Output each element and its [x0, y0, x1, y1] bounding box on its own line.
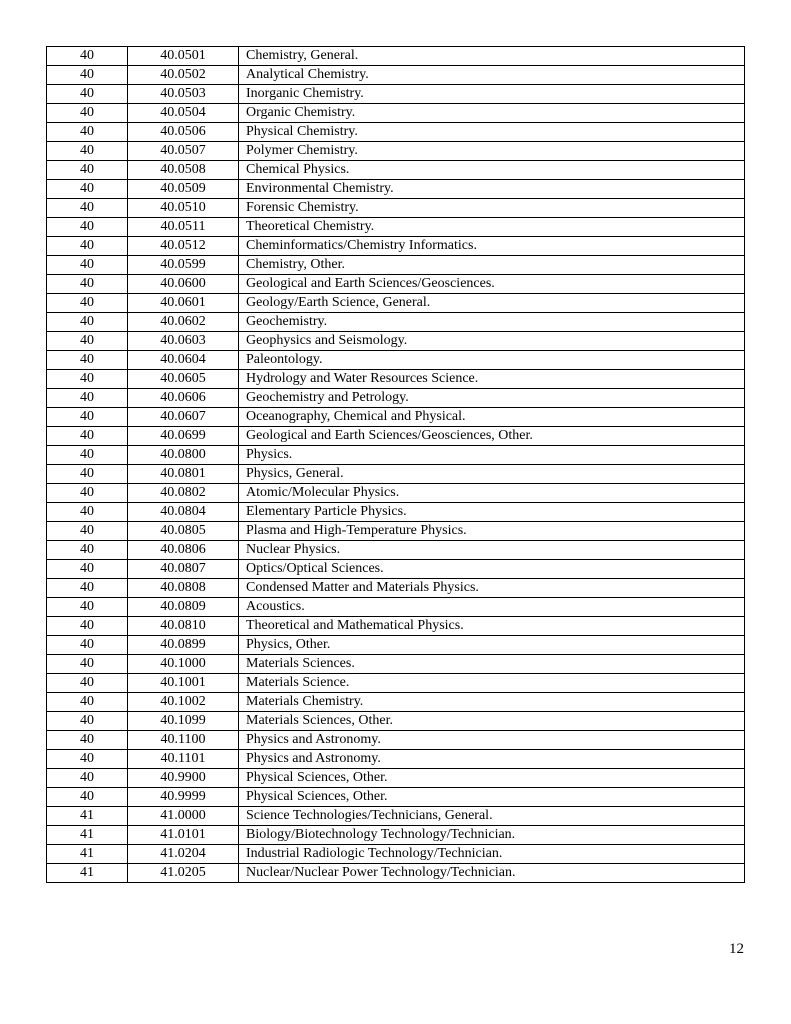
- series-cell: 40: [47, 579, 128, 598]
- code-cell: 40.0806: [128, 541, 239, 560]
- series-cell: 40: [47, 427, 128, 446]
- table-row: [47, 66, 745, 85]
- code-cell: 40.0605: [128, 370, 239, 389]
- title-cell: Elementary Particle Physics.: [239, 503, 745, 522]
- title-cell: Industrial Radiologic Technology/Technician.: [239, 845, 745, 864]
- title-cell: Materials Sciences.: [239, 655, 745, 674]
- code-cell: 40.0512: [128, 237, 239, 256]
- code-cell: 40.0809: [128, 598, 239, 617]
- table-row: [47, 560, 745, 579]
- series-cell: 40: [47, 503, 128, 522]
- title-cell: Forensic Chemistry.: [239, 199, 745, 218]
- title-cell: Materials Sciences, Other.: [239, 712, 745, 731]
- table-row: [47, 712, 745, 731]
- code-cell: 40.0599: [128, 256, 239, 275]
- table-row: [47, 408, 745, 427]
- table-row: [47, 199, 745, 218]
- table-row: [47, 864, 745, 883]
- code-cell: 41.0205: [128, 864, 239, 883]
- code-cell: 40.0502: [128, 66, 239, 85]
- table-row: [47, 427, 745, 446]
- title-cell: Chemical Physics.: [239, 161, 745, 180]
- table-row: [47, 370, 745, 389]
- title-cell: Physics and Astronomy.: [239, 731, 745, 750]
- table-row: [47, 579, 745, 598]
- code-cell: 40.0805: [128, 522, 239, 541]
- table-row: [47, 750, 745, 769]
- table-row: [47, 351, 745, 370]
- table-row: [47, 294, 745, 313]
- series-cell: 40: [47, 484, 128, 503]
- title-cell: Plasma and High-Temperature Physics.: [239, 522, 745, 541]
- code-cell: 40.0602: [128, 313, 239, 332]
- title-cell: Geochemistry and Petrology.: [239, 389, 745, 408]
- title-cell: Inorganic Chemistry.: [239, 85, 745, 104]
- table-row: [47, 256, 745, 275]
- table-row: [47, 674, 745, 693]
- table-row: [47, 769, 745, 788]
- series-cell: 40: [47, 674, 128, 693]
- table-row: [47, 484, 745, 503]
- table-row: [47, 161, 745, 180]
- table-row: [47, 218, 745, 237]
- table-row: [47, 123, 745, 142]
- series-cell: 41: [47, 807, 128, 826]
- code-cell: 40.0800: [128, 446, 239, 465]
- code-cell: 40.0606: [128, 389, 239, 408]
- code-cell: 40.0804: [128, 503, 239, 522]
- title-cell: Physics.: [239, 446, 745, 465]
- title-cell: Geophysics and Seismology.: [239, 332, 745, 351]
- table-row: [47, 275, 745, 294]
- series-cell: 40: [47, 408, 128, 427]
- code-cell: 40.0503: [128, 85, 239, 104]
- code-cell: 40.0802: [128, 484, 239, 503]
- title-cell: Organic Chemistry.: [239, 104, 745, 123]
- program-code-table-body: [47, 47, 745, 883]
- table-row: [47, 180, 745, 199]
- table-row: [47, 598, 745, 617]
- code-cell: 40.9900: [128, 769, 239, 788]
- code-cell: 40.0899: [128, 636, 239, 655]
- title-cell: Optics/Optical Sciences.: [239, 560, 745, 579]
- title-cell: Biology/Biotechnology Technology/Technician.: [239, 826, 745, 845]
- code-cell: 40.0808: [128, 579, 239, 598]
- code-cell: 41.0204: [128, 845, 239, 864]
- code-cell: 40.0600: [128, 275, 239, 294]
- code-cell: 40.9999: [128, 788, 239, 807]
- code-cell: 40.1001: [128, 674, 239, 693]
- table-row: [47, 693, 745, 712]
- title-cell: Physical Sciences, Other.: [239, 788, 745, 807]
- series-cell: 40: [47, 199, 128, 218]
- title-cell: Condensed Matter and Materials Physics.: [239, 579, 745, 598]
- table-row: [47, 389, 745, 408]
- table-row: [47, 655, 745, 674]
- series-cell: 40: [47, 598, 128, 617]
- series-cell: 40: [47, 351, 128, 370]
- title-cell: Geological and Earth Sciences/Geosciences.: [239, 275, 745, 294]
- series-cell: 40: [47, 161, 128, 180]
- series-cell: 40: [47, 218, 128, 237]
- table-row: [47, 503, 745, 522]
- series-cell: 40: [47, 104, 128, 123]
- code-cell: 40.0801: [128, 465, 239, 484]
- series-cell: 40: [47, 769, 128, 788]
- series-cell: 40: [47, 731, 128, 750]
- title-cell: Cheminformatics/Chemistry Informatics.: [239, 237, 745, 256]
- code-cell: 40.0604: [128, 351, 239, 370]
- title-cell: Nuclear Physics.: [239, 541, 745, 560]
- code-cell: 40.0511: [128, 218, 239, 237]
- code-cell: 40.0501: [128, 47, 239, 66]
- title-cell: Geological and Earth Sciences/Geosciences, Other.: [239, 427, 745, 446]
- table-row: [47, 142, 745, 161]
- table-row: [47, 731, 745, 750]
- table-row: [47, 807, 745, 826]
- code-cell: 41.0101: [128, 826, 239, 845]
- table-row: [47, 522, 745, 541]
- series-cell: 40: [47, 522, 128, 541]
- series-cell: 41: [47, 845, 128, 864]
- table-row: [47, 47, 745, 66]
- series-cell: 40: [47, 712, 128, 731]
- table-row: [47, 826, 745, 845]
- title-cell: Nuclear/Nuclear Power Technology/Technician.: [239, 864, 745, 883]
- title-cell: Polymer Chemistry.: [239, 142, 745, 161]
- code-cell: 40.0807: [128, 560, 239, 579]
- title-cell: Geochemistry.: [239, 313, 745, 332]
- table-row: [47, 332, 745, 351]
- title-cell: Acoustics.: [239, 598, 745, 617]
- title-cell: Paleontology.: [239, 351, 745, 370]
- code-cell: 40.0508: [128, 161, 239, 180]
- series-cell: 40: [47, 446, 128, 465]
- title-cell: Chemistry, Other.: [239, 256, 745, 275]
- series-cell: 41: [47, 864, 128, 883]
- code-cell: 40.0510: [128, 199, 239, 218]
- title-cell: Analytical Chemistry.: [239, 66, 745, 85]
- series-cell: 40: [47, 275, 128, 294]
- series-cell: 40: [47, 370, 128, 389]
- table-row: [47, 541, 745, 560]
- table-row: [47, 788, 745, 807]
- series-cell: 40: [47, 294, 128, 313]
- series-cell: 40: [47, 237, 128, 256]
- code-cell: 40.0810: [128, 617, 239, 636]
- series-cell: 41: [47, 826, 128, 845]
- series-cell: 40: [47, 541, 128, 560]
- code-cell: 40.0509: [128, 180, 239, 199]
- series-cell: 40: [47, 389, 128, 408]
- table-row: [47, 845, 745, 864]
- series-cell: 40: [47, 560, 128, 579]
- series-cell: 40: [47, 66, 128, 85]
- series-cell: 40: [47, 313, 128, 332]
- code-cell: 41.0000: [128, 807, 239, 826]
- code-cell: 40.0504: [128, 104, 239, 123]
- series-cell: 40: [47, 655, 128, 674]
- table-row: [47, 104, 745, 123]
- series-cell: 40: [47, 332, 128, 351]
- code-cell: 40.0603: [128, 332, 239, 351]
- code-cell: 40.1100: [128, 731, 239, 750]
- table-row: [47, 636, 745, 655]
- series-cell: 40: [47, 617, 128, 636]
- series-cell: 40: [47, 788, 128, 807]
- code-cell: 40.0699: [128, 427, 239, 446]
- code-cell: 40.1002: [128, 693, 239, 712]
- series-cell: 40: [47, 180, 128, 199]
- series-cell: 40: [47, 750, 128, 769]
- series-cell: 40: [47, 85, 128, 104]
- code-cell: 40.1101: [128, 750, 239, 769]
- series-cell: 40: [47, 636, 128, 655]
- title-cell: Atomic/Molecular Physics.: [239, 484, 745, 503]
- table-row: [47, 313, 745, 332]
- series-cell: 40: [47, 256, 128, 275]
- series-cell: 40: [47, 693, 128, 712]
- title-cell: Hydrology and Water Resources Science.: [239, 370, 745, 389]
- title-cell: Physics, Other.: [239, 636, 745, 655]
- series-cell: 40: [47, 465, 128, 484]
- series-cell: 40: [47, 47, 128, 66]
- code-cell: 40.1099: [128, 712, 239, 731]
- table-row: [47, 237, 745, 256]
- title-cell: Materials Science.: [239, 674, 745, 693]
- program-code-table: [46, 46, 745, 883]
- series-cell: 40: [47, 123, 128, 142]
- title-cell: Physics, General.: [239, 465, 745, 484]
- title-cell: Physical Sciences, Other.: [239, 769, 745, 788]
- table-row: [47, 465, 745, 484]
- title-cell: Chemistry, General.: [239, 47, 745, 66]
- code-cell: 40.1000: [128, 655, 239, 674]
- page-number: 12: [729, 941, 744, 957]
- title-cell: Theoretical and Mathematical Physics.: [239, 617, 745, 636]
- title-cell: Geology/Earth Science, General.: [239, 294, 745, 313]
- title-cell: Science Technologies/Technicians, General.: [239, 807, 745, 826]
- code-cell: 40.0506: [128, 123, 239, 142]
- title-cell: Environmental Chemistry.: [239, 180, 745, 199]
- table-row: [47, 617, 745, 636]
- code-cell: 40.0601: [128, 294, 239, 313]
- code-cell: 40.0607: [128, 408, 239, 427]
- title-cell: Physics and Astronomy.: [239, 750, 745, 769]
- code-cell: 40.0507: [128, 142, 239, 161]
- title-cell: Materials Chemistry.: [239, 693, 745, 712]
- table-row: [47, 85, 745, 104]
- series-cell: 40: [47, 142, 128, 161]
- title-cell: Theoretical Chemistry.: [239, 218, 745, 237]
- title-cell: Physical Chemistry.: [239, 123, 745, 142]
- table-row: [47, 446, 745, 465]
- title-cell: Oceanography, Chemical and Physical.: [239, 408, 745, 427]
